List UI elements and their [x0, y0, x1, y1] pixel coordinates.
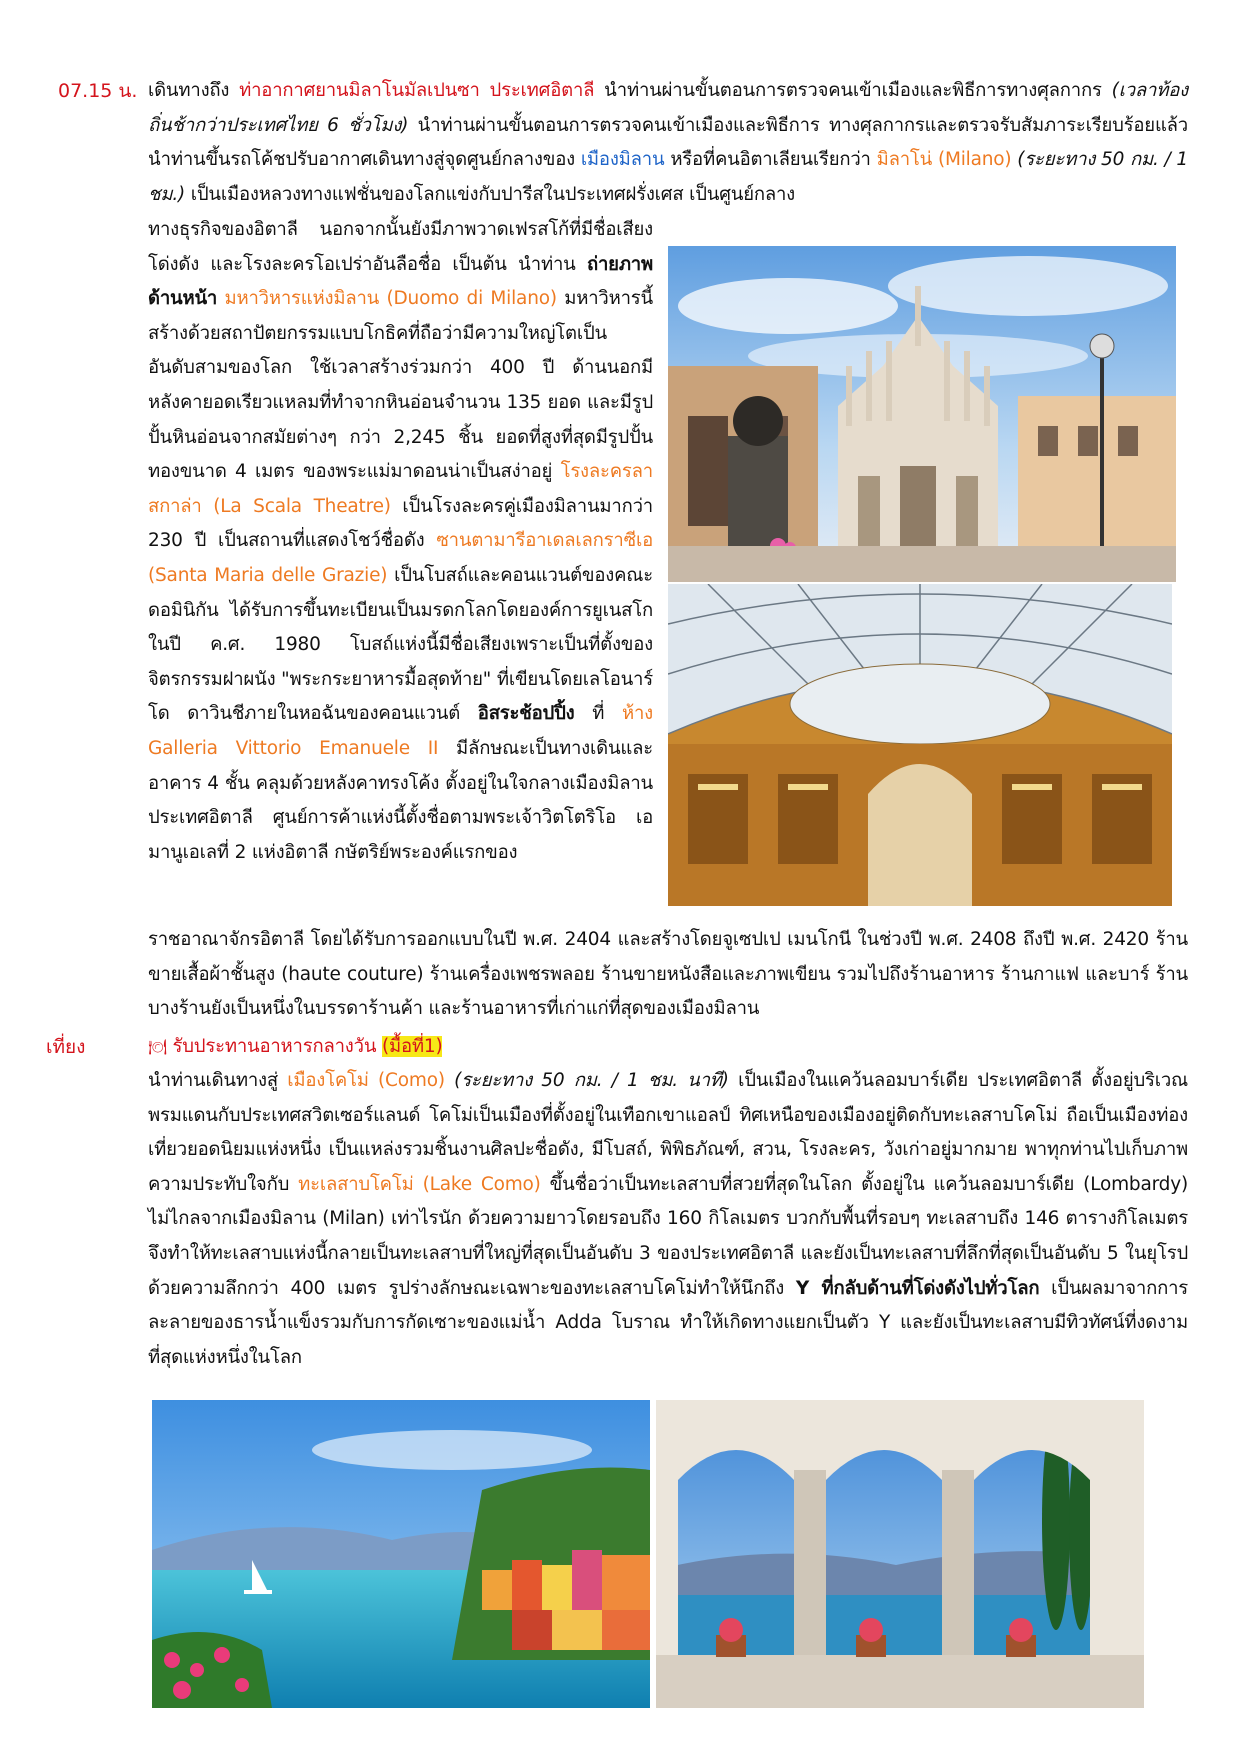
timezone-note: (เวลาท้องถิ่นช้ากว่าประเทศไทย 6 ชั่วโมง) — [148, 80, 1188, 136]
lake-como-village-photo — [152, 1400, 650, 1708]
paragraph-milan-sights: ทางธุรกิจของอิตาลี นอกจากนั้นยังมีภาพวาดเฟรสโก้ที่มีชื่อเสียงโด่งดัง และโรงละครโอเปร่าอันลือชื่อ เป็นต้น นำท่าน ถ่ายภาพด้านหน้า มหาวิหารแห่งมิลาน (Duomo di Milano) มหาวิหารนี้สร้างด้วยสถาปัตยกรรมแบบโกธิคที่ถือว่ามีความใหญ่โตเป็นอันดับสามของโลก ใช้เวลาสร้างร่วมกว่า 400 ปี ด้านนอกมีหลังคายอดเรียวแหลมที่ทำจากหินอ่อนจำนวน 135 ยอด และมีรูปปั้นหินอ่อนจากสมัยต่างๆ กว่า 2,245 ชิ้น ยอดที่สูงที่สุดมีรูปปั้นทองขนาด 4 เมตร ของพระแม่มาดอนน่าเป็นสง่าอยู่ โรงละครลาสกาล่า (La Scala Theatre) เป็นโรงละครคู่เมืองมิลานมากว่า 230 ปี เป็นสถานที่แสดงโชว์ชื่อดัง ซานตามารีอาเดลเลกราซีเอ (Santa Maria delle Grazie) เป็นโบสถ์และคอนแวนต์ของคณะดอมินิกัน ได้รับการขึ้นทะเบียนเป็นมรดกโลกโดยองค์การยูเนสโกในปี ค.ศ. 1980 โบสถ์แห่งนี้มีชื่อเสียงเพราะเป็นที่ตั้งของจิตรกรรมฝาผนัง "พระกระยาหารมื้อสุดท้าย" ที่เขียนโดยเลโอนาร์โด ดาวินชีภายในหอฉันของคอนแวนต์ อิสระช้อปปิ้ง ที่ ห้าง Galleria Vittorio Emanuele II มีลักษณะเป็นทางเดินและอาคาร 4 ชั้น คลุมด้วยหลังคาทรงโค้ง ตั้งอยู่ในใจกลางเมืองมิลาน ประเทศอิตาลี ศูนย์การค้าแห่งนี้ตั้งชื่อตามพระเจ้าวิตโตริโอ เอมานูเอเลที่ 2 แห่งอิตาลี กษัตริย์พระองค์แรกของ — [148, 219, 653, 863]
duomo-name: มหาวิหารแห่งมิลาน (Duomo di Milano) — [217, 288, 557, 310]
santa-maria-name: ซานตามารีอาเดลเลกราซีเอ (Santa Maria delle Grazie) — [148, 530, 653, 586]
free-shopping: อิสระช้อปปิ้ง — [477, 703, 575, 725]
lake-como-arches-photo — [656, 1400, 1144, 1708]
time-arrival: 07.15 น. — [58, 80, 138, 102]
photo-stop: ถ่ายภาพด้านหน้า — [148, 253, 653, 310]
y-shape-highlight: Y ที่กลับด้านที่โด่งดังไปทั่วโลก — [795, 1277, 1040, 1299]
lunch-line — [148, 1030, 1188, 1065]
time-noon: เที่ยง — [46, 1036, 86, 1058]
galleria-photo — [668, 584, 1172, 906]
la-scala-name: โรงละครลาสกาล่า (La Scala Theatre) — [148, 461, 653, 517]
como-name: เมืองโคโม่ (Como) — [287, 1070, 445, 1091]
meal-icon: 🍽 — [148, 1038, 167, 1056]
distance-note: (ระยะทาง 50 กม. / 1 ชม.) — [148, 149, 1189, 205]
lake-como-name: ทะเลสาบโคโม่ (Lake Como) — [298, 1173, 541, 1195]
galleria-name: ห้าง Galleria Vittorio Emanuele II — [148, 703, 653, 759]
country-name: ประเทศอิตาลี — [479, 80, 595, 101]
paragraph-arrival: เดินทางถึง ท่าอากาศยานมิลาโนมัลเปนซา ประเทศอิตาลี นำท่านผ่านขั้นตอนการตรวจคนเข้าเมืองและพิธีการทางศุลกากร (เวลาท้องถิ่นช้ากว่าประเทศไทย 6 ชั่วโมง) นำท่านผ่านขั้นตอนการตรวจคนเข้าเมืองและพิธีการ ทางศุลกากรและตรวจรับสัมภาระเรียบร้อยแล้วนำท่านขึ้นรถโค้ชปรับอากาศเดินทางสู่จุดศูนย์กลางของ เมืองมิลาน หรือที่คนอิตาเลียนเรียกว่า มิลาโน่ (Milano) (ระยะทาง 50 กม. / 1 ชม.) เป็นเมืองหลวงทางแฟชั่นของโลกแข่งกับปารีสในประเทศฝรั่งเศส เป็นศูนย์กลาง — [148, 80, 1189, 205]
paragraph-galleria-history: ราชอาณาจักรอิตาลี โดยได้รับการออกแบบในปี พ.ศ. 2404 และสร้างโดยจูเซปเป เมนโกนี ในช่วงปี พ.ศ. 2408 ถึงปี พ.ศ. 2420 ร้านขายเสื้อผ้าชั้นสูง (haute couture) ร้านเครื่องเพชรพลอย ร้านขายหนังสือและภาพเขียน รวมไปถึงร้านอาหาร ร้านกาแฟ และบาร์ ร้านบางร้านยังเป็นหนึ่งในบรรดาร้านค้า และร้านอาหารที่เก่าแก่ที่สุดของเมืองมิลาน — [148, 929, 1188, 1020]
duomo-photo — [668, 246, 1176, 582]
lunch-label: รับประทานอาหารกลางวัน — [166, 1036, 382, 1057]
milano-name: มิลาโน่ (Milano) — [876, 149, 1012, 171]
airport-name: ท่าอากาศยานมิลาโนมัลเปนซา — [239, 80, 480, 101]
paragraph-como: นำท่านเดินทางสู่ เมืองโคโม่ (Como) (ระยะทาง 50 กม. / 1 ชม. นาที) เป็นเมืองในแคว้นลอมบาร์เดีย ประเทศอิตาลี ตั้งอยู่บริเวณพรมแดนกับประเทศสวิตเซอร์แลนด์ โคโม่เป็นเมืองที่ตั้งอยู่ในเทือกเขาแอลป์ ทิศเหนือของเมืองอยู่ติดกับทะเลสาบโคโม่ ถือเป็นเมืองท่องเที่ยวยอดนิยมแห่งหนึ่ง เป็นแหล่งรวมชิ้นงานศิลปะชื่อดัง, มีโบสถ์, พิพิธภัณฑ์, สวน, โรงละคร, วังเก่าอยู่มากมาย พาทุกท่านไปเก็บภาพความประทับใจกับ ทะเลสาบโคโม่ (Lake Como) ขึ้นชื่อว่าเป็นทะเลสาบที่สวยที่สุดในโลก ตั้งอยู่ใน แคว้นลอมบาร์เดีย (Lombardy) ไม่ไกลจากเมืองมิลาน (Milan) เท่าไรนัก ด้วยความยาวโดยรอบถึง 160 กิโลเมตร บวกกับพื้นที่รอบๆ ทะเลสาบถึง 146 ตารางกิโลเมตร จึงทำให้ทะเลสาบแห่งนี้กลายเป็นทะเลสาบที่ใหญ่ที่สุดเป็นอันดับ 3 ของประเทศอิตาลี และยังเป็นทะเลสาบที่ลึกที่สุดเป็นอันดับ 5 ในยุโรปด้วยความลึกกว่า 400 เมตร รูปร่างลักษณะเฉพาะของทะเลสาบโคโม่ทำให้นึกถึง Y ที่กลับด้านที่โด่งดังไปทั่วโลก เป็นผลมาจากการละลายของธารน้ำแข็งรวมกับการกัดเซาะของแม่น้ำ Adda โบราณ ทำให้เกิดทางแยกเป็นตัว Y และยังเป็นทะเลสาบมีทิวทัศน์ที่งดงามที่สุดแห่งหนึ่งในโลก — [148, 1070, 1189, 1368]
milan-city: เมืองมิลาน — [580, 149, 665, 171]
meal-number: (มื้อที่1) — [381, 1036, 443, 1057]
como-distance: (ระยะทาง 50 กม. / 1 ชม. นาที) — [444, 1070, 729, 1091]
